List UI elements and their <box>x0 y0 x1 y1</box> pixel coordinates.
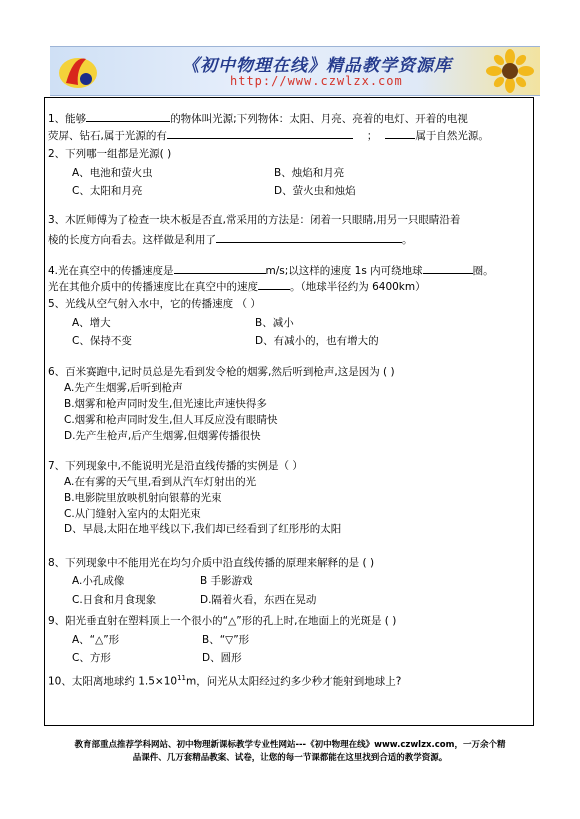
question-3-line-1: 3、木匠师傅为了检查一块木板是否直,常采用的方法是：闭着一只眼睛,用另一只眼睛沿着 <box>48 214 461 226</box>
question-9-option-b[interactable]: B、“▽”形 <box>202 634 250 646</box>
answer-blank[interactable] <box>174 262 266 274</box>
header-banner <box>50 46 540 96</box>
answer-blank[interactable] <box>385 127 415 139</box>
question-5-stem: 5、光线从空气射入水中，它的传播速度 （ ） <box>48 298 261 310</box>
question-9-option-c[interactable]: C、方形 <box>72 652 111 664</box>
banner-title: 《初中物理在线》精品教学资源库 <box>182 56 452 76</box>
question-8-option-d[interactable]: D.隔着火看，东西在晃动 <box>200 594 317 606</box>
question-5-option-b[interactable]: B、减小 <box>255 317 294 329</box>
question-4-line-1: 4.光在真空中的传播速度是 m/s;以这样的速度 1s 内可绕地球 圈。 <box>48 262 494 278</box>
question-10: 10、太阳离地球约 $1.5\times 10^{11}m$，问光从太阳经过约多少秒才能射到地球上? <box>48 674 402 688</box>
question-8-option-c[interactable]: C.日食和月食现象 <box>72 594 157 606</box>
question-7-option-c[interactable]: C.从门缝射入室内的太阳光束 <box>64 508 201 520</box>
question-2-option-d[interactable]: D、萤火虫和烛焰 <box>274 185 356 197</box>
answer-blank[interactable] <box>167 127 353 139</box>
sunflower-icon <box>486 49 534 93</box>
answer-blank[interactable] <box>86 110 170 122</box>
question-6-option-b[interactable]: B.烟雾和枪声同时发生,但光速比声速快得多 <box>64 398 267 410</box>
question-9-option-a[interactable]: A、“△”形 <box>72 634 120 646</box>
answer-blank[interactable] <box>423 262 473 274</box>
banner-url[interactable]: http://www.czwlzx.com <box>230 74 403 88</box>
question-8-stem: 8、下列现象中不能用光在均匀介质中沿直线传播的原理来解释的是 ( ) <box>48 557 375 569</box>
question-8-option-b[interactable]: B 手影游戏 <box>200 575 253 587</box>
question-2-option-b[interactable]: B、烛焰和月亮 <box>274 167 345 179</box>
question-7-stem: 7、下列现象中,不能说明光是沿直线传播的实例是（ ） <box>48 460 303 472</box>
question-6-option-d[interactable]: D.先产生枪声,后产生烟雾,但烟雾传播很快 <box>64 430 261 442</box>
question-6-stem: 6、百米赛跑中,记时员总是先看到发令枪的烟雾,然后听到枪声,这是因为 ( ) <box>48 366 395 378</box>
footer-line-2: 品课件、几万套精品教案、试卷，让您的每一节课都能在这里找到合适的教学资源。 <box>132 753 448 763</box>
question-2-stem: 2、下列哪一组都是光源( ) <box>48 148 172 160</box>
question-9-stem: 9、阳光垂直射在塑料顶上一个很小的“△”形的孔上时,在地面上的光斑是 ( ) <box>48 615 397 627</box>
question-5-option-d[interactable]: D、有减小的，也有增大的 <box>255 335 379 347</box>
question-1-line-1: 1、能够 的物体叫光源;下列物体：太阳、月亮、亮着的电灯、开着的电视 <box>48 110 468 126</box>
question-2-option-a[interactable]: A、电池和萤火虫 <box>72 167 153 179</box>
footer-line-1: 教育部重点推荐学科网站、初中物理新课标教学专业性网站---《初中物理在线》www.czwlzx.com，一万余个精 <box>74 740 506 750</box>
question-8-option-a[interactable]: A.小孔成像 <box>72 575 125 587</box>
question-9-option-d[interactable]: D、圆形 <box>202 652 242 664</box>
question-5-option-c[interactable]: C、保持不变 <box>72 335 132 347</box>
question-5-option-a[interactable]: A、增大 <box>72 317 111 329</box>
question-3-line-2: 棱的长度方向看去。这样做是利用了 。 <box>48 231 413 247</box>
question-7-option-a[interactable]: A.在有雾的天气里,看到从汽车灯射出的光 <box>64 476 257 488</box>
question-4-line-2: 光在其他介质中的传播速度比在真空中的速度 。（地球半径约为 6400km） <box>48 278 426 294</box>
site-logo-icon <box>56 51 100 91</box>
question-1-line-2: 荧屏、钻石,属于光源的有 ； 属于自然光源。 <box>48 127 489 143</box>
question-7-option-d[interactable]: D、早晨,太阳在地平线以下,我们却已经看到了红彤彤的太阳 <box>64 523 342 535</box>
question-6-option-a[interactable]: A.先产生烟雾,后听到枪声 <box>64 382 183 394</box>
question-7-option-b[interactable]: B.电影院里放映机射向银幕的光束 <box>64 492 222 504</box>
answer-blank[interactable] <box>216 231 402 243</box>
answer-blank[interactable] <box>258 278 290 290</box>
question-6-option-c[interactable]: C.烟雾和枪声同时发生,但人耳反应没有眼睛快 <box>64 414 278 426</box>
question-2-option-c[interactable]: C、太阳和月亮 <box>72 185 143 197</box>
